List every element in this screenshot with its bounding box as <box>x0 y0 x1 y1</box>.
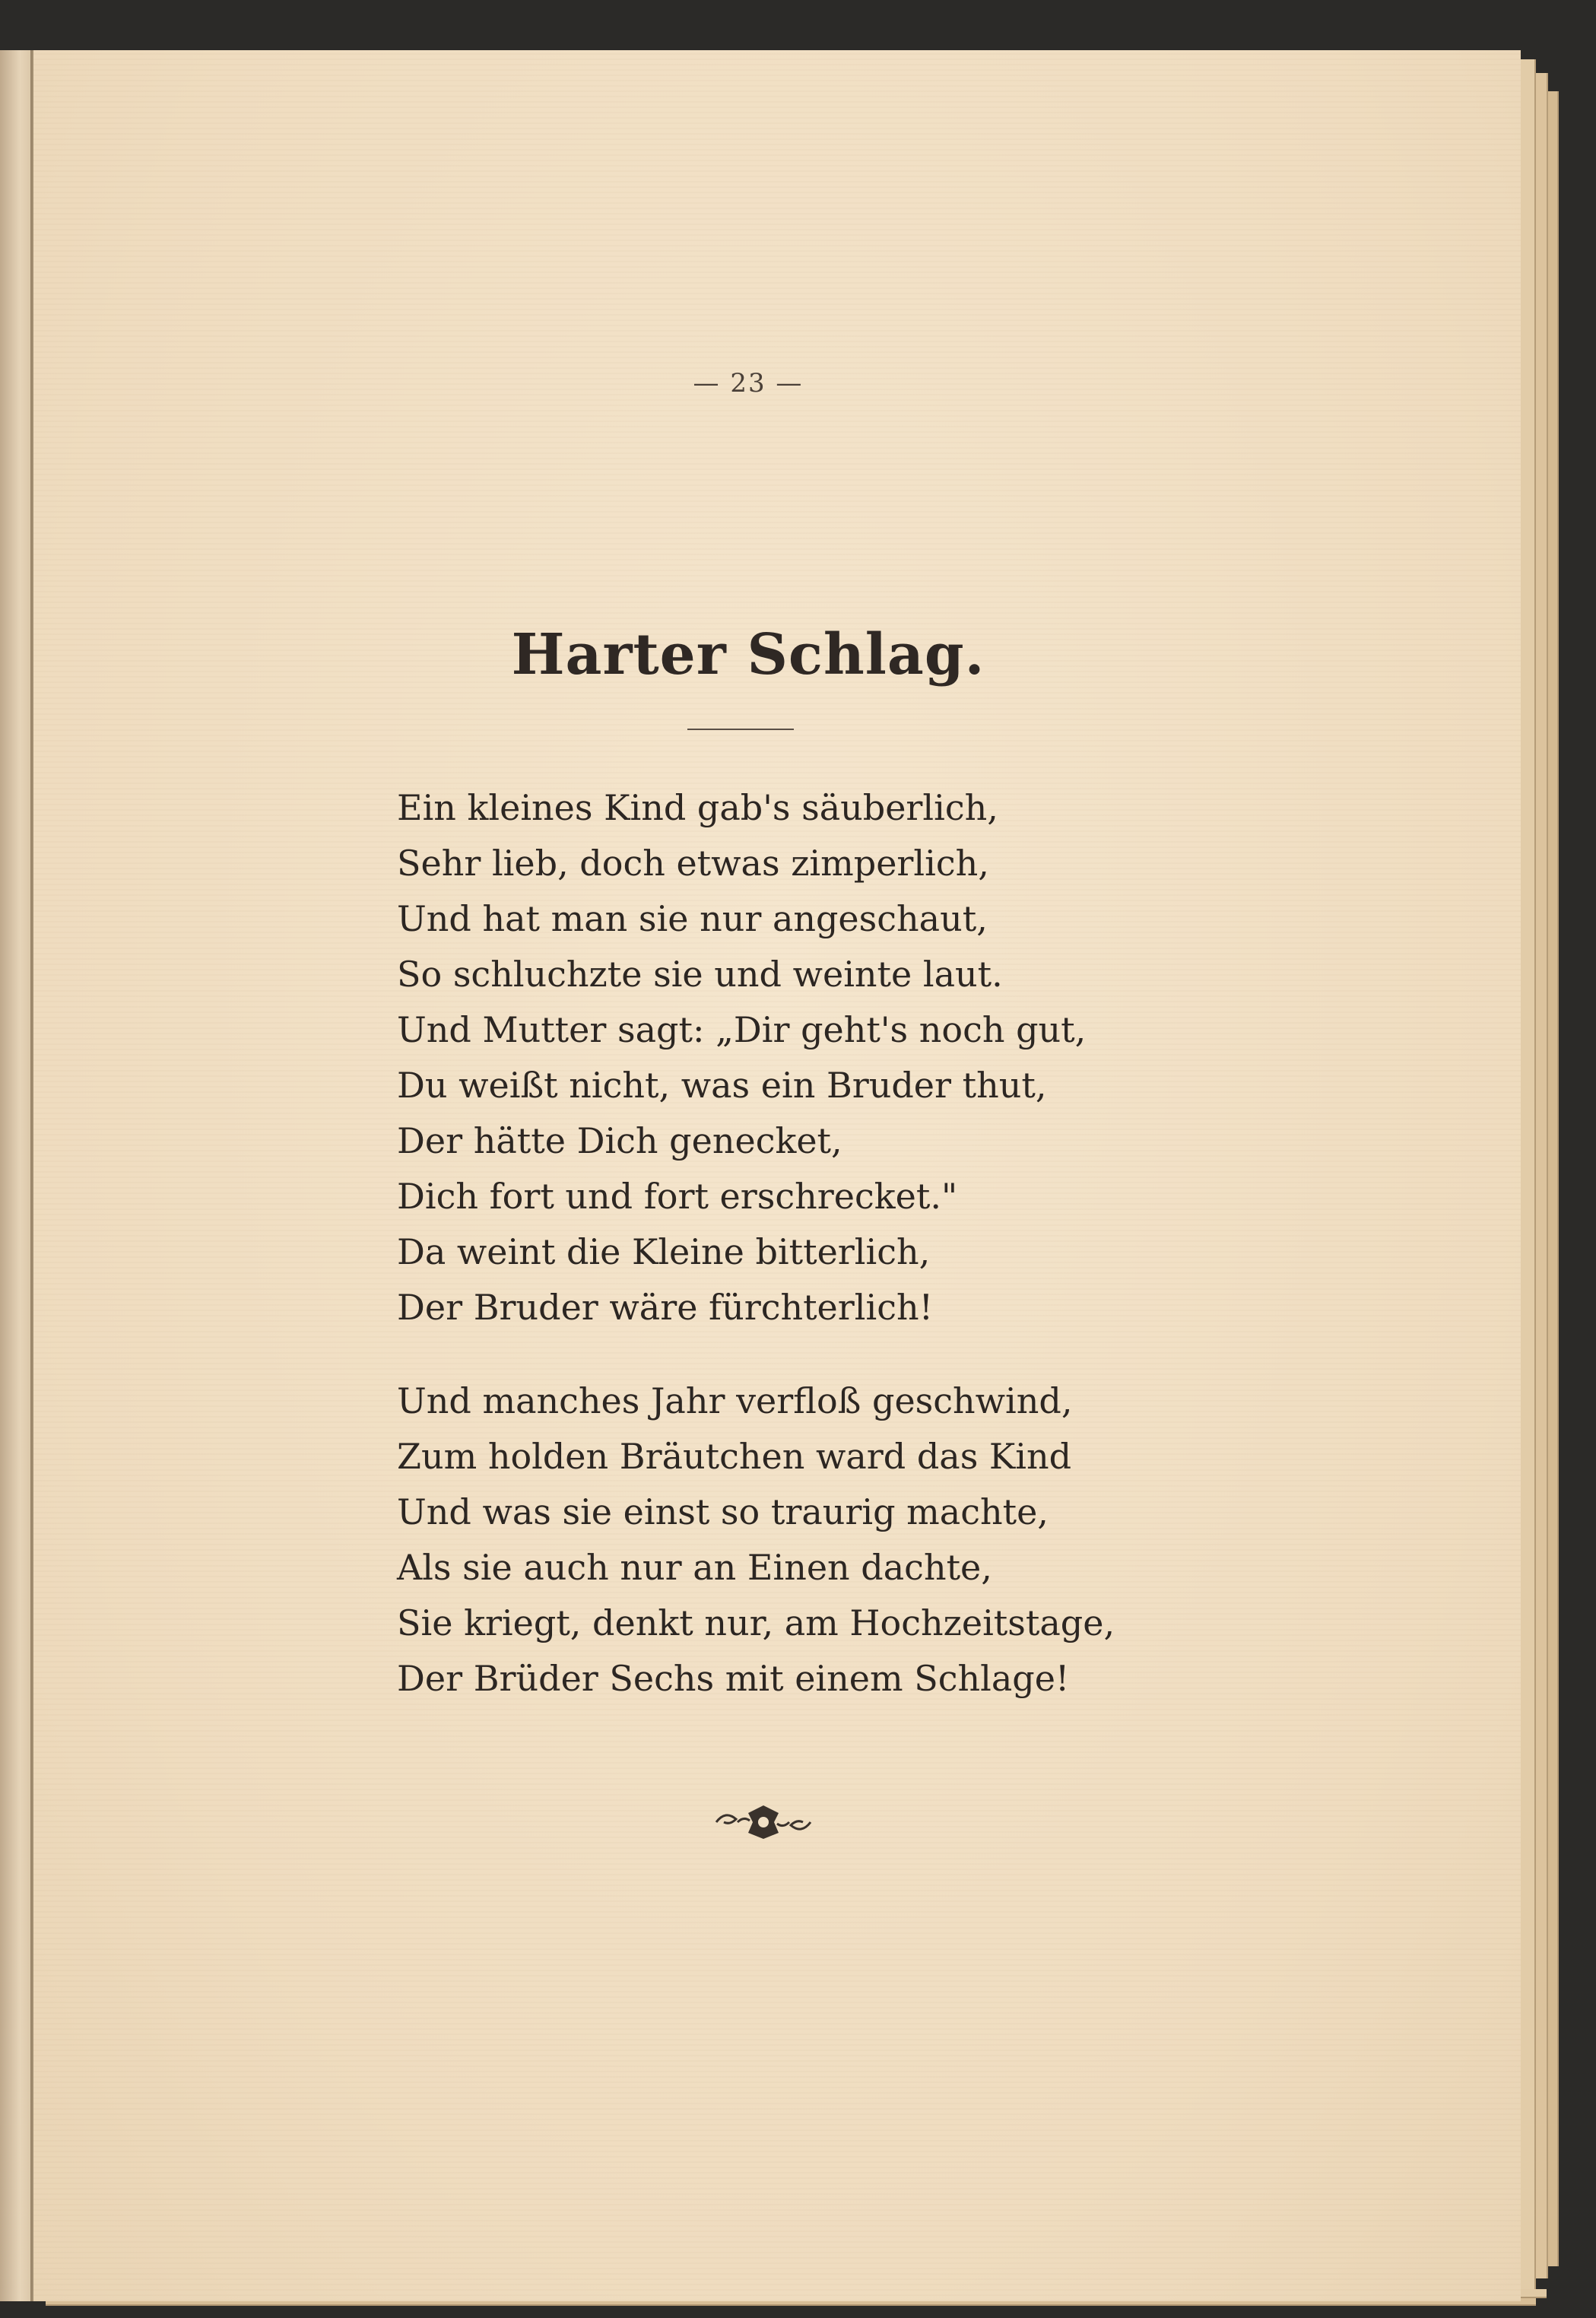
poem-line: Ein kleines Kind gab's säuberlich, <box>397 787 998 828</box>
page-number: — 23 — <box>693 368 804 399</box>
facing-page-edge <box>0 50 33 2301</box>
poem-line: So schluchzte sie und weinte laut. <box>397 954 1003 995</box>
poem-line: Da weint die Kleine bitterlich, <box>397 1231 931 1272</box>
poem-line: Und hat man sie nur angeschaut, <box>397 898 988 939</box>
poem-line: Und was sie einst so traurig machte, <box>397 1491 1049 1532</box>
page-stack-edge <box>1547 91 1559 2266</box>
poem-line: Und Mutter sagt: „Dir geht's noch gut, <box>397 1009 1087 1050</box>
poem-line: Der Brüder Sechs mit einem Schlage! <box>397 1658 1070 1699</box>
poem-line: Als sie auch nur an Einen dachte, <box>397 1547 992 1588</box>
poem-stanza-1 <box>397 780 1233 1335</box>
poem-line: Der Bruder wäre fürchterlich! <box>397 1287 934 1328</box>
poem-title: Harter Schlag. <box>511 622 985 687</box>
page-stack-edge <box>1534 73 1548 2278</box>
poem-stanza-2 <box>397 1373 1233 1707</box>
poem-line: Dich fort und fort erschrecket." <box>397 1176 958 1217</box>
poem-line: Der hätte Dich genecket, <box>397 1120 842 1161</box>
page-stack-edge <box>1521 59 1536 2291</box>
book-page <box>33 50 1521 2301</box>
poem-line: Du weißt nicht, was ein Bruder thut, <box>397 1065 1047 1106</box>
title-divider <box>687 729 794 730</box>
floral-ornament-icon <box>710 1799 817 1845</box>
poem-line: Zum holden Bräutchen ward das Kind <box>397 1436 1072 1477</box>
poem-line: Sie kriegt, denkt nur, am Hochzeitstage, <box>397 1602 1115 1643</box>
poem-line: Sehr lieb, doch etwas zimperlich, <box>397 843 989 884</box>
poem-line: Und manches Jahr verfloß geschwind, <box>397 1380 1073 1421</box>
